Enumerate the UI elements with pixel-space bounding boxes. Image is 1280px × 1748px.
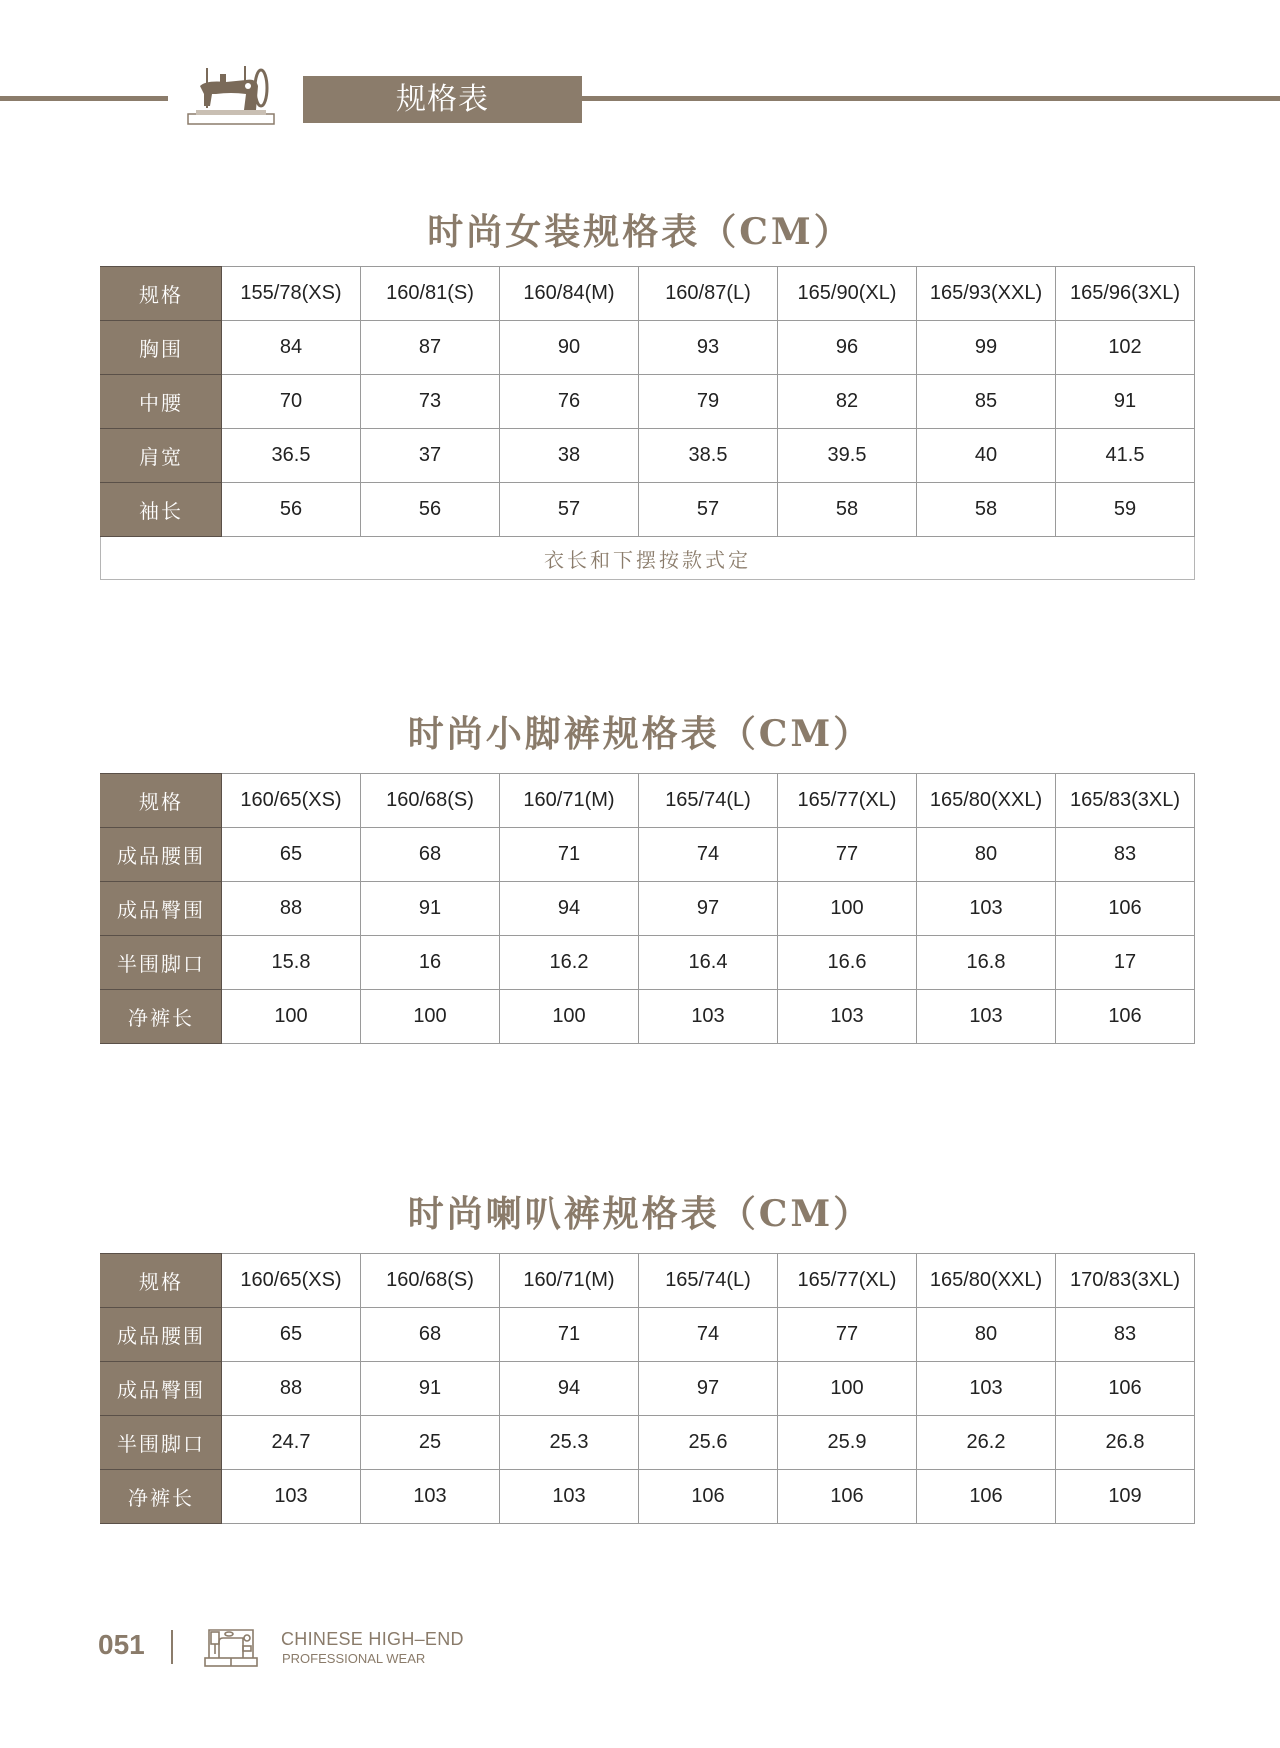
table-row [101, 321, 1195, 375]
table-cell: 84 [222, 321, 361, 375]
row-label: 净裤长 [101, 1470, 222, 1524]
table-cell: 38 [500, 429, 639, 483]
size-header: 165/96(3XL) [1056, 267, 1195, 321]
size-header: 170/83(3XL) [1056, 1254, 1195, 1308]
page-number: 051 [98, 1629, 145, 1660]
table-cell: 96 [778, 321, 917, 375]
table-cell: 91 [361, 882, 500, 936]
table-cell: 90 [500, 321, 639, 375]
table-cell: 93 [639, 321, 778, 375]
size-table-flare-pants [100, 1253, 1195, 1524]
section-title-flare-pants: 时尚喇叭裤规格表（CM） [407, 1193, 873, 1235]
table-cell: 76 [500, 375, 639, 429]
table-cell: 94 [500, 882, 639, 936]
table-cell: 103 [778, 990, 917, 1044]
size-header: 160/65(XS) [222, 774, 361, 828]
table-cell: 103 [917, 882, 1056, 936]
table-cell: 36.5 [222, 429, 361, 483]
table-cell: 97 [639, 882, 778, 936]
table-row [101, 1362, 1195, 1416]
table-cell: 106 [778, 1470, 917, 1524]
row-label: 袖长 [101, 483, 222, 537]
size-table-skinny-pants [100, 773, 1195, 1044]
table-cell: 57 [500, 483, 639, 537]
table-cell: 103 [917, 1362, 1056, 1416]
table-row [101, 828, 1195, 882]
size-header: 165/90(XL) [778, 267, 917, 321]
sewing-machine-icon [186, 64, 278, 126]
table-cell: 88 [222, 1362, 361, 1416]
section-title-skinny-pants: 时尚小脚裤规格表（CM） [407, 713, 873, 755]
table-cell: 109 [1056, 1470, 1195, 1524]
table-cell: 103 [361, 1470, 500, 1524]
row-label: 成品腰围 [101, 828, 222, 882]
table-cell: 26.2 [917, 1416, 1056, 1470]
size-header: 160/87(L) [639, 267, 778, 321]
table-cell: 16.6 [778, 936, 917, 990]
table-cell: 82 [778, 375, 917, 429]
size-header: 160/68(S) [361, 1254, 500, 1308]
table-row [101, 990, 1195, 1044]
table-cell: 80 [917, 828, 1056, 882]
table-cell: 65 [222, 828, 361, 882]
table-note-row [101, 537, 1195, 580]
row-label: 胸围 [101, 321, 222, 375]
size-header: 160/68(S) [361, 774, 500, 828]
table-row [101, 375, 1195, 429]
table-row [101, 1416, 1195, 1470]
table-cell: 59 [1056, 483, 1195, 537]
table-cell: 38.5 [639, 429, 778, 483]
table-cell: 106 [639, 1470, 778, 1524]
table-cell: 100 [778, 1362, 917, 1416]
row-label: 半围脚口 [101, 1416, 222, 1470]
size-header: 165/77(XL) [778, 774, 917, 828]
table-cell: 58 [778, 483, 917, 537]
row-label: 成品臀围 [101, 1362, 222, 1416]
size-header: 160/65(XS) [222, 1254, 361, 1308]
header-rule-right [582, 96, 1280, 101]
row-label: 中腰 [101, 375, 222, 429]
table-cell: 68 [361, 1308, 500, 1362]
brand-tagline-line1: CHINESE HIGH–END [281, 1629, 464, 1649]
table-note: 衣长和下摆按款式定 [101, 537, 1195, 580]
table-cell: 79 [639, 375, 778, 429]
table-cell: 37 [361, 429, 500, 483]
table-cell: 103 [500, 1470, 639, 1524]
table-cell: 17 [1056, 936, 1195, 990]
table-cell: 16.8 [917, 936, 1056, 990]
table-cell: 56 [361, 483, 500, 537]
table-cell: 25 [361, 1416, 500, 1470]
table-cell: 68 [361, 828, 500, 882]
table-cell: 40 [917, 429, 1056, 483]
table-cell: 106 [1056, 1362, 1195, 1416]
table-cell: 103 [639, 990, 778, 1044]
row-label: 规格 [101, 774, 222, 828]
size-header: 165/93(XXL) [917, 267, 1056, 321]
size-header: 165/74(L) [639, 1254, 778, 1308]
row-label: 肩宽 [101, 429, 222, 483]
table-row [101, 936, 1195, 990]
table-header-row [101, 774, 1195, 828]
table-cell: 80 [917, 1308, 1056, 1362]
table-cell: 106 [917, 1470, 1056, 1524]
row-label: 成品腰围 [101, 1308, 222, 1362]
table-cell: 99 [917, 321, 1056, 375]
page-section-badge: 规格表 [303, 76, 582, 123]
table-cell: 16.4 [639, 936, 778, 990]
table-cell: 71 [500, 1308, 639, 1362]
table-cell: 85 [917, 375, 1056, 429]
size-header: 160/81(S) [361, 267, 500, 321]
table-cell: 91 [1056, 375, 1195, 429]
size-table-womens [100, 266, 1195, 580]
table-row [101, 483, 1195, 537]
table-cell: 74 [639, 828, 778, 882]
table-cell: 25.9 [778, 1416, 917, 1470]
table-cell: 74 [639, 1308, 778, 1362]
table-cell: 41.5 [1056, 429, 1195, 483]
size-header: 165/77(XL) [778, 1254, 917, 1308]
table-cell: 16.2 [500, 936, 639, 990]
table-cell: 83 [1056, 828, 1195, 882]
table-header-row [101, 267, 1195, 321]
row-label: 规格 [101, 1254, 222, 1308]
table-row [101, 429, 1195, 483]
size-header: 160/71(M) [500, 774, 639, 828]
table-cell: 103 [917, 990, 1056, 1044]
table-cell: 87 [361, 321, 500, 375]
size-header: 165/83(3XL) [1056, 774, 1195, 828]
table-cell: 100 [500, 990, 639, 1044]
section-title-womens: 时尚女装规格表（CM） [427, 211, 853, 253]
table-cell: 91 [361, 1362, 500, 1416]
table-cell: 100 [778, 882, 917, 936]
table-cell: 97 [639, 1362, 778, 1416]
table-cell: 100 [222, 990, 361, 1044]
table-cell: 88 [222, 882, 361, 936]
table-cell: 106 [1056, 882, 1195, 936]
size-header: 160/71(M) [500, 1254, 639, 1308]
row-label: 净裤长 [101, 990, 222, 1044]
table-row [101, 1470, 1195, 1524]
table-cell: 39.5 [778, 429, 917, 483]
table-cell: 102 [1056, 321, 1195, 375]
row-label: 半围脚口 [101, 936, 222, 990]
table-cell: 65 [222, 1308, 361, 1362]
table-cell: 25.3 [500, 1416, 639, 1470]
size-header: 165/74(L) [639, 774, 778, 828]
size-header: 165/80(XXL) [917, 774, 1056, 828]
table-cell: 94 [500, 1362, 639, 1416]
table-cell: 73 [361, 375, 500, 429]
table-cell: 24.7 [222, 1416, 361, 1470]
table-cell: 57 [639, 483, 778, 537]
header-rule-left [0, 96, 168, 101]
size-header: 155/78(XS) [222, 267, 361, 321]
row-label: 成品臀围 [101, 882, 222, 936]
table-header-row [101, 1254, 1195, 1308]
table-row [101, 1308, 1195, 1362]
table-cell: 100 [361, 990, 500, 1044]
table-cell: 70 [222, 375, 361, 429]
modern-sewing-machine-icon [203, 1624, 259, 1670]
size-header: 160/84(M) [500, 267, 639, 321]
brand-tagline-line2: PROFESSIONAL WEAR [282, 1651, 426, 1666]
table-cell: 16 [361, 936, 500, 990]
size-header: 165/80(XXL) [917, 1254, 1056, 1308]
table-cell: 106 [1056, 990, 1195, 1044]
footer-divider [171, 1630, 173, 1664]
table-row [101, 882, 1195, 936]
table-cell: 58 [917, 483, 1056, 537]
table-cell: 25.6 [639, 1416, 778, 1470]
row-label: 规格 [101, 267, 222, 321]
table-cell: 56 [222, 483, 361, 537]
table-cell: 77 [778, 828, 917, 882]
table-cell: 103 [222, 1470, 361, 1524]
table-cell: 15.8 [222, 936, 361, 990]
table-cell: 26.8 [1056, 1416, 1195, 1470]
table-cell: 77 [778, 1308, 917, 1362]
table-cell: 71 [500, 828, 639, 882]
table-cell: 83 [1056, 1308, 1195, 1362]
